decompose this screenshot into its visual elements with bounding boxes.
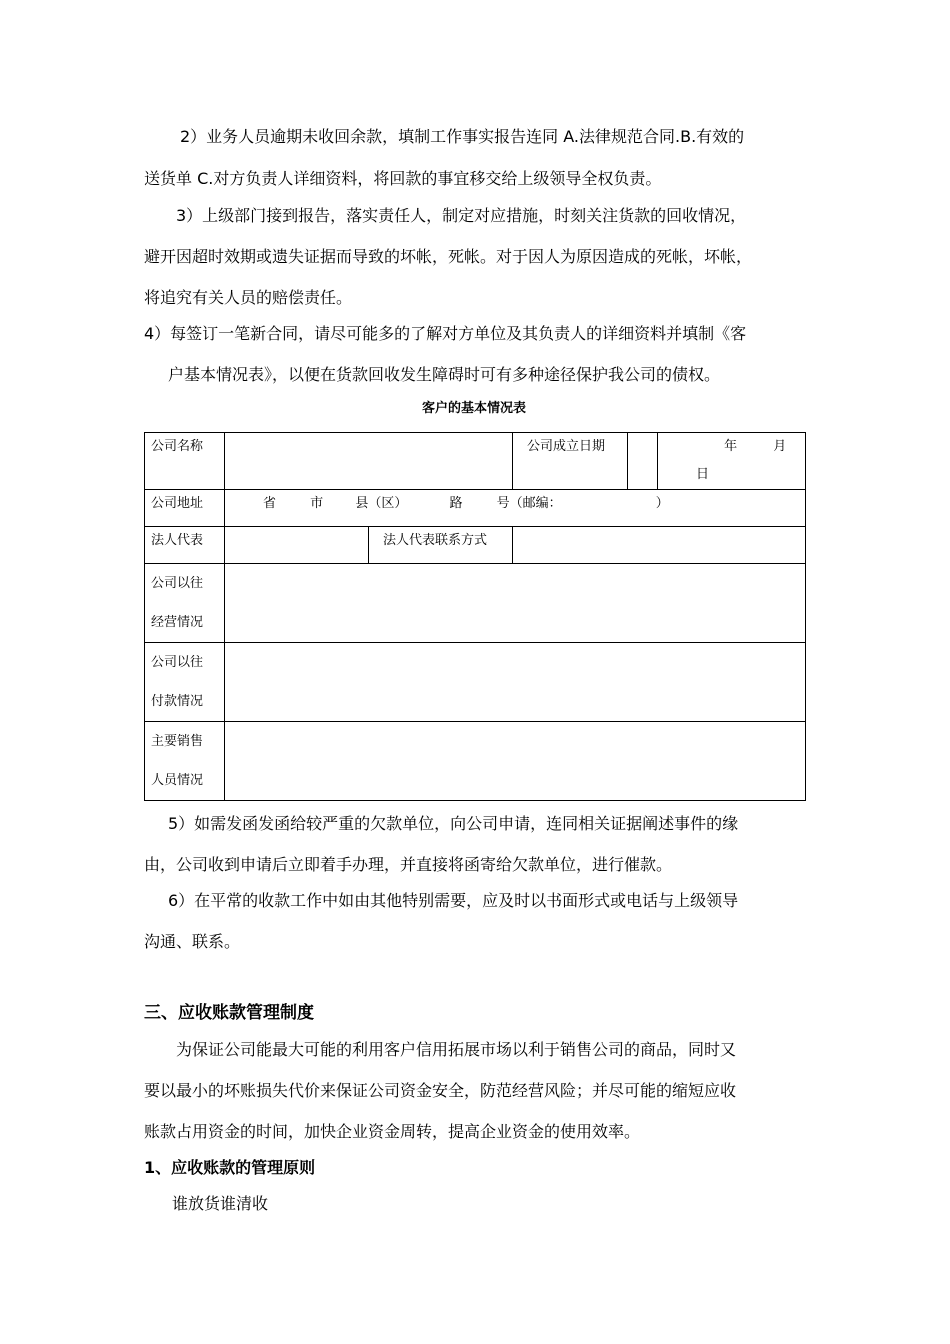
label-past-business-line-1: 公司以往 xyxy=(151,576,204,591)
label-sales-staff-line-1: 主要销售 xyxy=(151,734,204,749)
paragraph-3-line-2: 避开因超时效期或遗失证据而导致的坏帐，死帐。对于因人为原因造成的死帐，坏帐， xyxy=(144,247,753,266)
label-sales-staff xyxy=(145,722,225,801)
label-legal-rep-contact: 法人代表联系方式 xyxy=(369,527,513,564)
paragraph-4-line-2: 户基本情况表》，以便在货款回收发生障碍时可有多种途径保护我公司的债权。 xyxy=(168,365,721,384)
table-title: 客户的基本情况表 xyxy=(421,401,526,416)
founded-date-field[interactable] xyxy=(658,433,806,490)
paragraph-3-line-1: 3）上级部门接到报告，落实责任人，制定对应措施，时刻关注货款的回收情况， xyxy=(176,206,747,225)
principle-text: 谁放货谁清收 xyxy=(172,1194,269,1213)
customer-info-table xyxy=(144,432,806,801)
label-past-payment-line-2: 付款情况 xyxy=(151,694,204,709)
past-business-field[interactable] xyxy=(225,564,806,643)
addr-road: 路 xyxy=(449,496,463,511)
addr-close: ） xyxy=(655,496,669,511)
paragraph-6-line-2: 沟通、联系。 xyxy=(144,932,241,951)
label-company-address: 公司地址 xyxy=(145,490,225,527)
legal-rep-contact-field[interactable] xyxy=(513,527,806,564)
section-3-intro-line-3: 账款占用资金的时间，加快企业资金周转，提高企业资金的使用效率。 xyxy=(144,1122,641,1141)
past-payment-field[interactable] xyxy=(225,643,806,722)
addr-city: 市 xyxy=(310,496,324,511)
label-past-payment xyxy=(145,643,225,722)
paragraph-5-line-2: 由，公司收到申请后立即着手办理，并直接将函寄给欠款单位，进行催款。 xyxy=(144,855,673,874)
date-day: 日 xyxy=(696,467,710,482)
label-past-business xyxy=(145,564,225,643)
section-3-intro-line-2: 要以最小的坏账损失代价来保证公司资金安全，防范经营风险；并尽可能的缩短应收 xyxy=(144,1081,737,1100)
label-company-name: 公司名称 xyxy=(145,433,225,490)
label-legal-rep: 法人代表 xyxy=(145,527,225,564)
legal-rep-field[interactable] xyxy=(225,527,369,564)
addr-province: 省 xyxy=(263,496,277,511)
date-year: 年 xyxy=(724,439,738,454)
section-3-heading: 三、应收账款管理制度 xyxy=(144,1003,314,1023)
section-3-sub-heading: 1、应收账款的管理原则 xyxy=(144,1158,316,1177)
label-past-business-line-2: 经营情况 xyxy=(151,615,204,630)
date-month: 月 xyxy=(773,439,787,454)
addr-county: 县（区） xyxy=(355,496,408,511)
label-sales-staff-line-2: 人员情况 xyxy=(151,773,204,788)
company-name-field[interactable] xyxy=(225,433,513,490)
founded-date-field-left[interactable] xyxy=(628,433,657,489)
sales-staff-field[interactable] xyxy=(225,722,806,801)
paragraph-3-line-3: 将追究有关人员的赔偿责任。 xyxy=(144,288,353,307)
label-past-payment-line-1: 公司以往 xyxy=(151,655,204,670)
label-founded-date: 公司成立日期 xyxy=(513,433,628,489)
addr-number: 号（邮编： xyxy=(496,496,562,511)
paragraph-2-line-1: 2）业务人员逾期未收回余款，填制工作事实报告连同 A.法律规范合同.B.有效的 xyxy=(180,127,745,146)
section-3-intro-line-1: 为保证公司能最大可能的利用客户信用拓展市场以利于销售公司的商品，同时又 xyxy=(176,1040,737,1059)
company-address-field[interactable] xyxy=(225,490,806,527)
paragraph-2-line-2: 送货单 C.对方负责人详细资料，将回款的事宜移交给上级领导全权负责。 xyxy=(144,169,662,188)
founded-date-cell xyxy=(513,433,658,490)
paragraph-6-line-1: 6）在平常的收款工作中如由其他特别需要，应及时以书面形式或电话与上级领导 xyxy=(168,891,739,910)
paragraph-5-line-1: 5）如需发函发函给较严重的欠款单位，向公司申请，连同相关证据阐述事件的缘 xyxy=(168,814,739,833)
paragraph-4-line-1: 4）每签订一笔新合同，请尽可能多的了解对方单位及其负责人的详细资料并填制《客 xyxy=(144,324,747,343)
